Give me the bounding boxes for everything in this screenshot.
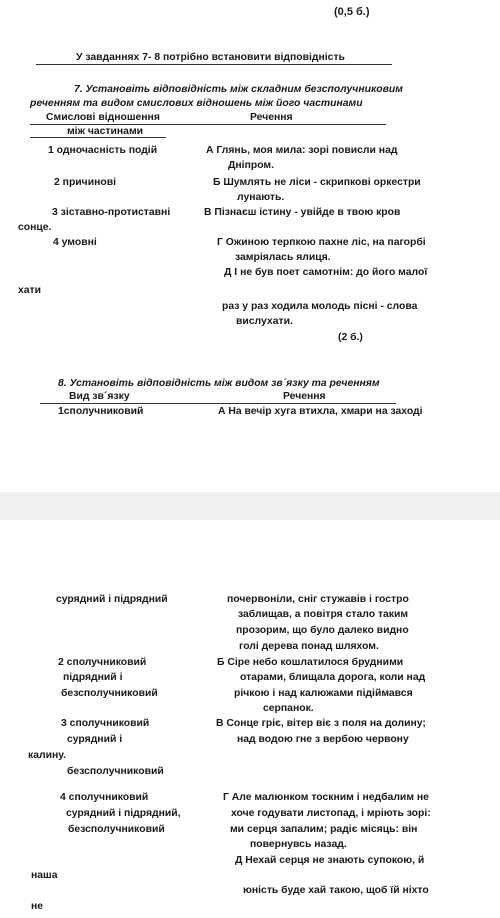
task7-right-item: А Глянь, моя мила: зорі повисли над xyxy=(206,145,398,156)
task8-left-item: наша xyxy=(31,870,58,881)
task8-left-item: сурядний і підрядний, xyxy=(66,808,181,819)
task8-left-item: 3 сполучниковий xyxy=(61,718,150,729)
task7-left-item: сонце. xyxy=(18,222,52,233)
section-heading: У завданнях 7- 8 потрібно встановити відповідність xyxy=(76,52,345,63)
task8-left-item: 4 сполучниковий xyxy=(60,792,149,803)
task7-left-item: 3 зіставно-протиставні xyxy=(52,207,171,218)
task8-left-item: 1сполучниковий xyxy=(58,406,144,417)
task8-left-item: безсполучниковий xyxy=(61,688,158,699)
task8-right-item: хоче годувати листопад, і мріють зорі: xyxy=(231,808,431,819)
task7-right-item: В Пізнаєш істину - увійде в твою кров xyxy=(204,207,401,218)
task7-right-item: раз у раз ходила молодь пісні - слова xyxy=(222,301,418,312)
task8-left-item: 2 сполучниковий xyxy=(58,657,147,668)
task8-header-line xyxy=(40,403,396,404)
task8-col2-head: Речення xyxy=(283,391,326,402)
task8-right-item: Д Нехай серця не знають супокою, й xyxy=(235,855,425,866)
task7-line2: реченням та видом смислових відношень між його частинами xyxy=(30,98,363,109)
task8-right-item: юність буде хай такою, щоб їй ніхто xyxy=(243,885,429,896)
task8-right-item: отарами, блищала дорога, коли над xyxy=(240,672,426,683)
task8-left-item: калину. xyxy=(28,750,66,761)
task7-left-item: 1 одночасність подій xyxy=(48,145,158,156)
task8-right-item: ми серця запалим; радіє місяць: він xyxy=(230,824,418,835)
task8-right-item: заблищав, а повітря стало таким xyxy=(238,609,409,620)
task7-right-item: замріялась ялиця. xyxy=(235,252,331,263)
task8-left-item: сурядний і підрядний xyxy=(56,594,168,605)
task7-col1-head: Смислові відношення xyxy=(46,112,160,123)
task7-points: (2 б.) xyxy=(338,332,363,343)
task7-left-item: 2 причинові xyxy=(54,177,116,188)
task8-line1: 8. Установіть відповідність між видом зв´язку та реченням xyxy=(58,378,380,389)
task8-col1-head: Вид зв´язку xyxy=(69,391,130,402)
task8-right-item: Б Сіре небо кошлатилося брудними xyxy=(217,657,404,668)
page-gap xyxy=(0,492,500,520)
task7-right-item: Д І не був поет самотнім: до його малої xyxy=(224,267,428,278)
task7-col2-head: Речення xyxy=(250,112,293,123)
task7-left-item: хати xyxy=(18,285,42,296)
task8-right-item: повернувсь назад. xyxy=(250,839,347,850)
task7-left-item: 4 умовні xyxy=(53,237,97,248)
task8-right-item: почервоніли, сніг стужавів і гостро xyxy=(227,594,409,605)
task7-right-item: Г Ожиною терпкою пахне ліс, на пагорбі xyxy=(217,237,426,248)
task8-right-item: Г Але малюнком тоскним і недбалим не xyxy=(223,792,429,803)
section-underline xyxy=(36,64,392,65)
task8-right-item: річкою і над калюжами підіймався xyxy=(234,688,413,699)
task8-right-item: голі дерева понад шляхом. xyxy=(239,641,379,652)
task8-right-item: прозорим, що було далеко видно xyxy=(236,625,409,636)
task8-right-item: А На вечір хуга втихла, хмари на заході xyxy=(218,406,423,417)
task8-right-item: серпанок. xyxy=(263,703,314,714)
task7-right-item: вислухати. xyxy=(236,316,293,327)
task8-right-item: В Сонце гріє, вітер віє з поля на долину; xyxy=(216,718,426,729)
task8-left-item: безсполучниковий xyxy=(67,766,164,777)
task7-right-item: лунають. xyxy=(237,192,285,203)
task8-left-item: не xyxy=(31,901,44,912)
task8-left-item: підрядний і xyxy=(63,672,123,683)
task8-left-item: сурядний і xyxy=(67,734,123,745)
task7-right-item: Дніпром. xyxy=(228,160,274,171)
task7-line1: 7. Установіть відповідність між складним безсполучниковим xyxy=(74,84,403,95)
task7-col1-head2: між частинами xyxy=(67,126,144,137)
task7-right-item: Б Шумлять не ліси - скрипкові оркестри xyxy=(213,177,421,188)
task8-left-item: безсполучниковий xyxy=(68,824,165,835)
points-label: (0,5 б.) xyxy=(334,6,370,18)
task8-right-item: над водою гне з вербою червону xyxy=(237,734,409,745)
page-two xyxy=(0,520,500,918)
